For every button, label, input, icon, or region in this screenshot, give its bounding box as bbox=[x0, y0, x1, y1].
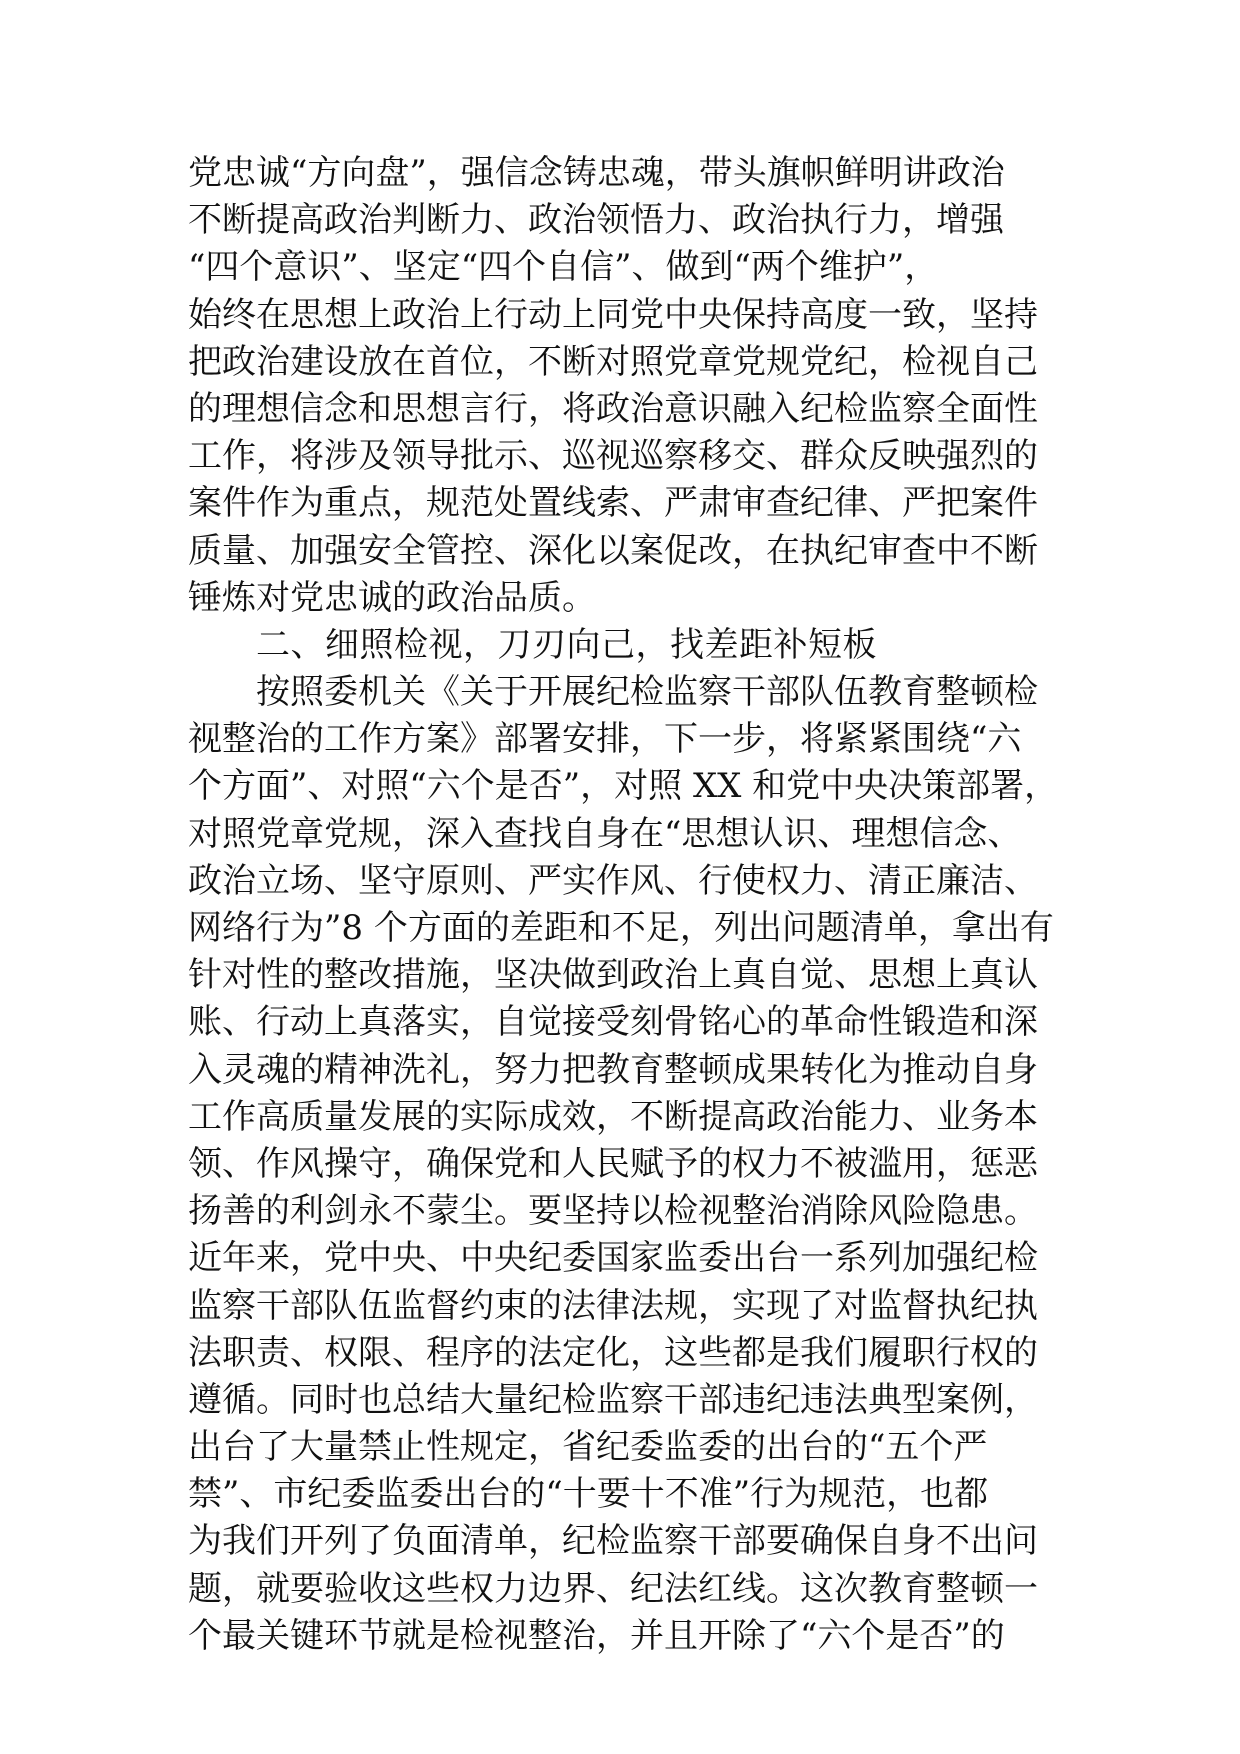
body-line: 扬善的利剑永不蒙尘。要坚持以检视整治消除风险隐患。 bbox=[188, 1191, 1038, 1232]
body-line: 监察干部队伍监督约束的法律法规，实现了对监督执纪执 bbox=[188, 1285, 1038, 1326]
body-line: 个最关键环节就是检视整治，并且开除了“六个是否”的 bbox=[188, 1615, 1005, 1656]
body-line: 视整治的工作方案》部署安排，下一步，将紧紧围绕“六 bbox=[188, 719, 1022, 760]
body-line: 政治立场、坚守原则、严实作风、行使权力、清正廉洁、 bbox=[188, 860, 1038, 901]
body-line: 法职责、权限、程序的法定化，这些都是我们履职行权的 bbox=[188, 1332, 1038, 1373]
body-line: 近年来，党中央、中央纪委国家监委出台一系列加强纪检 bbox=[188, 1238, 1038, 1279]
body-line: 账、行动上真落实，自觉接受刻骨铭心的革命性锻造和深 bbox=[188, 1002, 1038, 1043]
body-line: 领、作风操守，确保党和人民赋予的权力不被滥用，惩恶 bbox=[188, 1143, 1038, 1184]
document-body bbox=[188, 150, 1068, 1660]
body-line: 针对性的整改措施，坚决做到政治上真自觉、思想上真认 bbox=[188, 955, 1038, 996]
body-line: 出台了大量禁止性规定，省纪委监委的出台的“五个严 bbox=[188, 1427, 988, 1468]
body-line: 工作，将涉及领导批示、巡视巡察移交、群众反映强烈的 bbox=[188, 436, 1038, 477]
body-line: 网络行为”8 个方面的差距和不足，列出问题清单，拿出有 bbox=[188, 908, 1054, 948]
body-line: 始终在思想上政治上行动上同党中央保持高度一致，坚持 bbox=[188, 294, 1038, 335]
body-line: 对照党章党规，深入查找自身在“思想认识、理想信念、 bbox=[188, 813, 1022, 854]
body-line: “四个意识”、坚定“四个自信”、做到“两个维护”， bbox=[188, 247, 939, 288]
body-line: 锤炼对党忠诚的政治品质。 bbox=[188, 577, 596, 618]
body-line: 把政治建设放在首位，不断对照党章党规党纪，检视自己 bbox=[188, 341, 1038, 382]
body-line: 案件作为重点，规范处置线索、严肃审查纪律、严把案件 bbox=[188, 483, 1038, 524]
section-heading: 二、细照检视，刀刃向己，找差距补短板 bbox=[256, 624, 877, 665]
body-line: 遵循。同时也总结大量纪检监察干部违纪违法典型案例， bbox=[188, 1379, 1038, 1420]
body-line: 工作高质量发展的实际成效，不断提高政治能力、业务本 bbox=[188, 1096, 1038, 1137]
body-line: 为我们开列了负面清单，纪检监察干部要确保自身不出问 bbox=[188, 1521, 1038, 1562]
body-line: 个方面”、对照“六个是否”，对照 XX 和党中央决策部署， bbox=[188, 766, 1059, 807]
body-line: 禁”、市纪委监委出台的“十要十不准”行为规范，也都 bbox=[188, 1474, 989, 1515]
body-line: 质量、加强安全管控、深化以案促改，在执纪审查中不断 bbox=[188, 530, 1038, 571]
body-line: 不断提高政治判断力、政治领悟力、政治执行力，增强 bbox=[188, 200, 1004, 241]
paragraph-first-line: 按照委机关《关于开展纪检监察干部队伍教育整顿检 bbox=[256, 672, 1038, 713]
body-line: 党忠诚“方向盘”，强信念铸忠魂，带头旗帜鲜明讲政治 bbox=[188, 153, 1005, 193]
body-line: 的理想信念和思想言行，将政治意识融入纪检监察全面性 bbox=[188, 388, 1038, 429]
body-line: 题，就要验收这些权力边界、纪法红线。这次教育整顿一 bbox=[188, 1568, 1038, 1609]
body-line: 入灵魂的精神洗礼，努力把教育整顿成果转化为推动自身 bbox=[188, 1049, 1038, 1090]
